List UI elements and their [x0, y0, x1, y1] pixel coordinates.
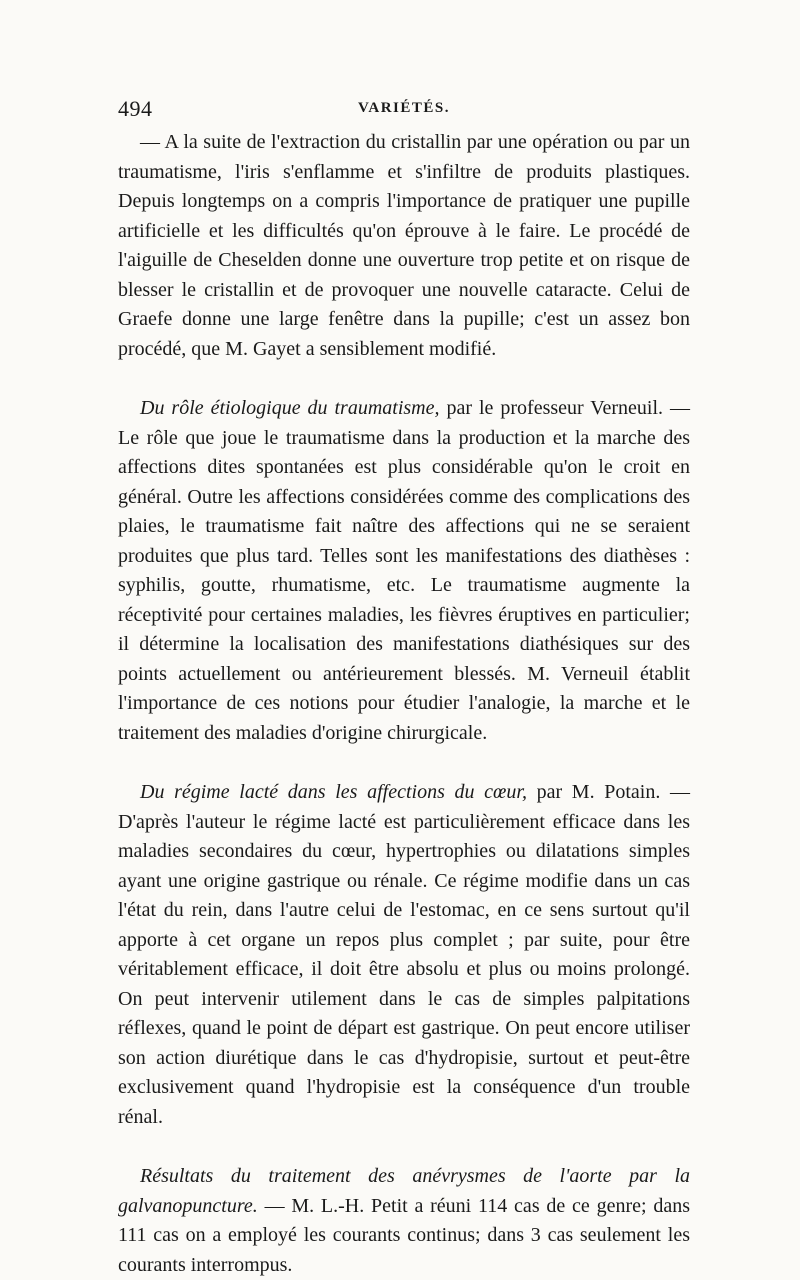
section-title: Résultats du traitement des anévrysmes de l'aorte par la galvanopuncture.	[118, 1165, 690, 1217]
paragraph-text: par M. Potain. — D'après l'auteur le régime lacté est particulièrement efficace dans les maladies secondaires du cœur, hypertrophies ou dilatations simples ayant une origine gastrique ou rénale. Ce régime modifie dans un cas l'état du rein, dans l'autre celui de l'estomac, en ce sens surtout qu'il apporte à cet organe un repos plus complet ; par suite, pour être véritablement efficace, il doit être absolu et plus ou moins prolongé. On peut intervenir utilement dans le cas de simples palpitations réflexes, quand le point de départ est gastrique. On peut encore utiliser son action diurétique dans le cas d'hydropisie, surtout et peut-être exclusivement quand l'hydropisie est la conséquence d'un trouble rénal.	[118, 781, 690, 1128]
paragraph-traumatisme	[118, 394, 690, 748]
paragraph-anevrysmes	[118, 1162, 690, 1280]
section-title: Du rôle étiologique du traumatisme,	[140, 397, 440, 419]
section-title: Du régime lacté dans les affections du cœur,	[140, 781, 527, 803]
paragraph-regime-lacte	[118, 778, 690, 1132]
page-header	[118, 96, 690, 128]
article-body	[118, 128, 690, 1280]
paragraph-text: par le professeur Verneuil. — Le rôle que joue le traumatisme dans la production et la marche des affections dites spontanées est plus considérable qu'on le croit en général. Outre les affections considérées comme des complications des plaies, le traumatisme fait naître des affections qui ne se seraient produites que plus tard. Telles sont les manifestations des diathèses : syphilis, goutte, rhumatisme, etc. Le traumatisme augmente la réceptivité pour certaines maladies, les fièvres éruptives en particulier; il détermine la localisation des manifestations diathésiques sur des points actuellement ou antérieurement blessés. M. Verneuil établit l'importance de ces notions pour étudier l'analogie, la marche et le traitement des maladies d'origine chirurgicale.	[118, 397, 691, 744]
paragraph-text: — M. L.-H. Petit a réuni 114 cas de ce genre; dans 111 cas on a employé les courants continus; dans 3 cas seulement les courants interrompus.	[118, 1194, 690, 1276]
page-number: 494	[118, 96, 153, 121]
paragraph-iris	[118, 128, 690, 364]
paragraph-text: — A la suite de l'extraction du cristallin par une opération ou par un traumatisme, l'iris s'enflamme et s'infiltre de produits plastiques. Depuis longtemps on a compris l'importance de pratiquer une pupille artificielle et les difficultés qu'on éprouve à le faire. Le procédé de l'aiguille de Cheselden donne une ouverture trop petite et on risque de blesser le cristallin et de provoquer une nouvelle cataracte. Celui de Graefe donne une large fenêtre dans la pupille; c'est un assez bon procédé, que M. Gayet a sensiblement modifié.	[118, 131, 690, 360]
running-title: VARIÉTÉS.	[357, 100, 450, 116]
